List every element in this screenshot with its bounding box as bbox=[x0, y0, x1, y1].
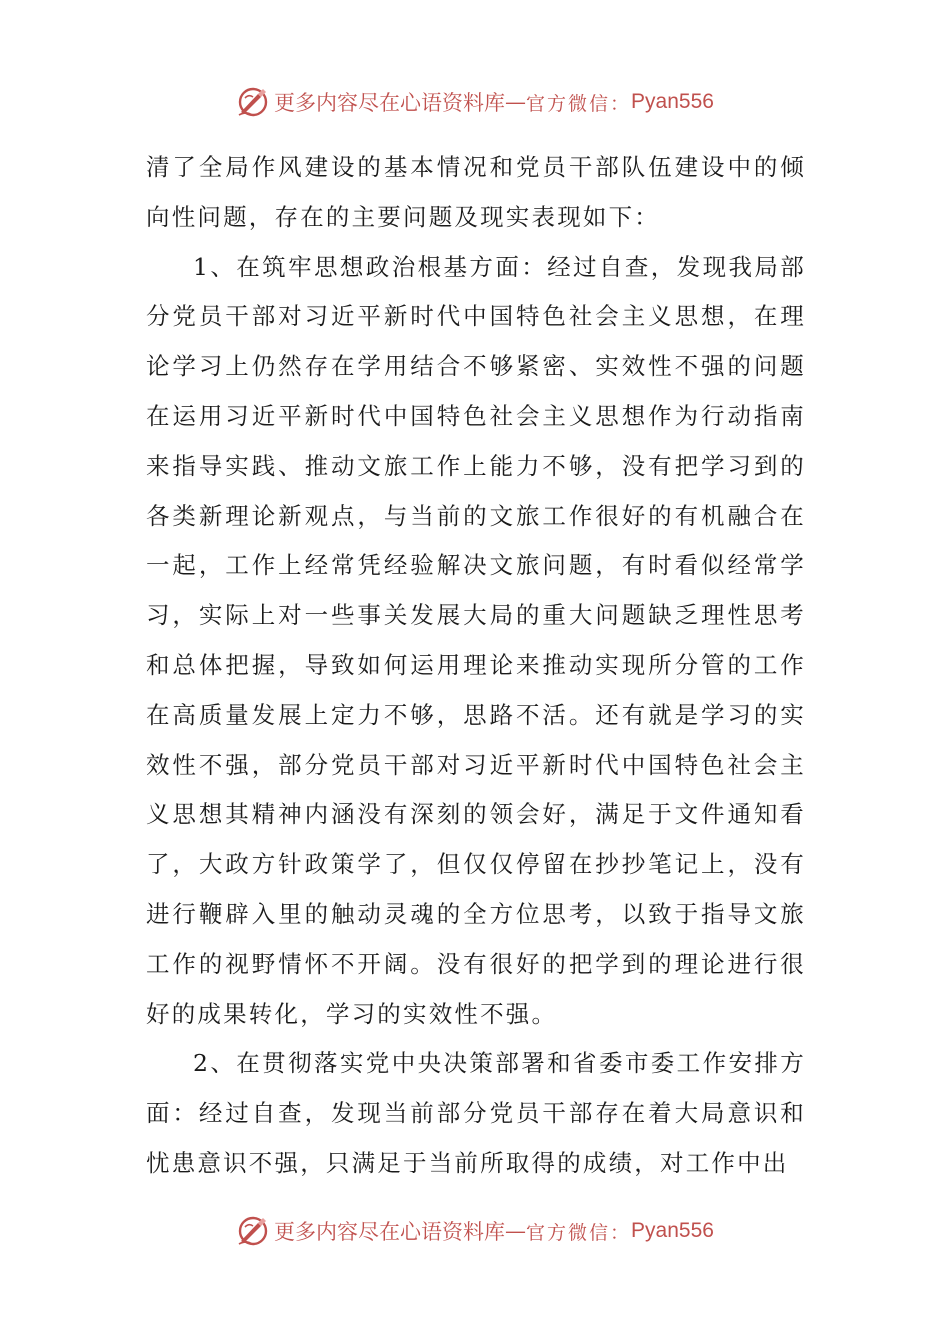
banner-wechat-label: 官方微信： bbox=[526, 1221, 632, 1244]
banner-wechat-id: Pyan556 bbox=[631, 90, 714, 113]
paragraph-item-2: 2、在贯彻落实党中央决策部署和省委市委工作安排方面：经过自查，发现当前部分党员干部存在着大局意识和忧患意识不强，只满足于当前所取得的成绩，对工作中出 bbox=[146, 1049, 806, 1177]
pen-circle-logo-icon bbox=[236, 85, 270, 119]
banner-separator: — bbox=[505, 1219, 527, 1243]
header-banner bbox=[0, 82, 950, 122]
banner-wechat-label: 官方微信： bbox=[526, 92, 632, 115]
pen-circle-logo-icon bbox=[236, 1214, 270, 1248]
banner-wechat-id: Pyan556 bbox=[631, 1219, 714, 1242]
banner-separator: — bbox=[505, 90, 527, 114]
footer-banner bbox=[0, 1211, 950, 1251]
paragraph-item-1: 1、在筑牢思想政治根基方面：经过自查，发现我局部分党员干部对习近平新时代中国特色社会主义思想，在理论学习上仍然存在学用结合不够紧密、实效性不强的问题在运用习近平新时代中国特色社会主义思想作为行动指南来指导实践、推动文旅工作上能力不够，没有把学习到的各类新理论新观点，与当前的文旅工作很好的有机融合在一起，工作上经常凭经验解决文旅问题，有时看似经常学习，实际上对一些事关发展大局的重大问题缺乏理性思考和总体把握，导致如何运用理论来推动实现所分管的工作在高质量发展上定力不够，思路不活。还有就是学习的实效性不强，部分党员干部对习近平新时代中国特色社会主义思想其精神内涵没有深刻的领会好，满足于文件通知看了，大政方针政策学了，但仅仅停留在抄抄笔记上，没有进行鞭辟入里的触动灵魂的全方位思考，以致于指导文旅工作的视野情怀不开阔。没有很好的把学到的理论进行很好的成果转化，学习的实效性不强。 bbox=[146, 252, 806, 1028]
banner-text: 更多内容尽在心语资料库 bbox=[274, 91, 506, 115]
document-body bbox=[146, 143, 806, 1189]
banner-text: 更多内容尽在心语资料库 bbox=[274, 1220, 506, 1244]
paragraph-continuation: 清了全局作风建设的基本情况和党员干部队伍建设中的倾向性问题，存在的主要问题及现实表现如下： bbox=[146, 153, 806, 231]
